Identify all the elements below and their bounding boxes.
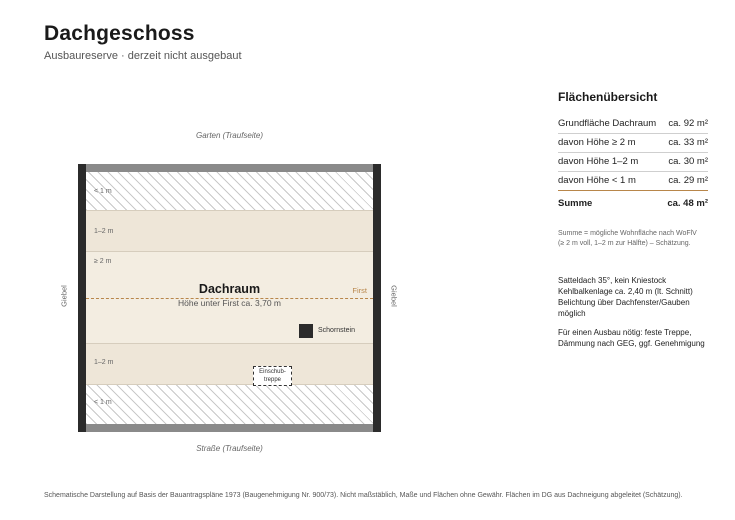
area-summary-panel: [558, 90, 708, 349]
label-bottom-side: Straße (Traufseite): [196, 444, 263, 453]
band-label: 1–2 m: [94, 228, 114, 235]
room-name: Dachraum: [198, 282, 261, 296]
page-subtitle: Ausbaureserve · derzeit nicht ausgebaut: [44, 50, 242, 62]
summary-total-label: Summe: [558, 198, 593, 209]
summary-row-label: davon Höhe < 1 m: [558, 175, 636, 186]
summary-note: [558, 229, 708, 249]
footnote: Schematische Darstellung auf Basis der Bauantragspläne 1973 (Baugenehmigung Nr. 900/73). Nicht maßstäblich, Maße und Flächen ohne Gewähr. Flächen im DG aus Dachneigung abgeleitet (Schätzung).: [44, 492, 683, 499]
eave-top: [86, 164, 373, 172]
attic-hatch: [253, 366, 292, 386]
summary-note-line: Summe = mögliche Wohnfläche nach WoFlV: [558, 230, 697, 237]
ridge-label: First: [352, 286, 367, 295]
roof-facts: [558, 275, 708, 349]
band-label: 1–2 m: [94, 359, 114, 366]
summary-row-value: ca. 29 m²: [668, 175, 708, 186]
spacer: [558, 319, 708, 327]
band-mid-top: [86, 210, 373, 251]
chimney-label: Schornstein: [318, 327, 355, 334]
attic-hatch-label-2: treppe: [263, 376, 281, 383]
summary-note-line: (≥ 2 m voll, 1–2 m zur Hälfte) – Schätzung.: [558, 240, 691, 247]
summary-row-value: ca. 92 m²: [668, 118, 708, 129]
floor-plan: [78, 164, 381, 432]
fact-line: Belichtung über Dachfenster/Gauben: [558, 298, 690, 307]
attic-hatch-label-1: Einschub-: [259, 369, 286, 375]
summary-row: [558, 115, 708, 134]
summary-row-value: ca. 33 m²: [668, 137, 708, 148]
fact-line: möglich: [558, 309, 586, 318]
band-mid-bottom: [86, 343, 373, 384]
eave-bottom: [86, 424, 373, 432]
band-low-bottom: [86, 384, 373, 424]
summary-total-row: [558, 191, 708, 213]
fact-line: Kehlbalkenlage ca. 2,40 m (lt. Schnitt): [558, 287, 693, 296]
band-low-top: [86, 172, 373, 210]
band-label: < 1 m: [94, 188, 112, 195]
band-label: ≥ 2 m: [94, 258, 112, 265]
summary-row-label: Grundfläche Dachraum: [558, 118, 657, 129]
fact-line: Dämmung nach GEG, ggf. Genehmigung: [558, 339, 705, 348]
label-left-gable: Giebel: [59, 285, 69, 307]
summary-row-value: ca. 30 m²: [668, 156, 708, 167]
label-top-side: Garten (Traufseite): [196, 131, 263, 140]
chimney-icon: [299, 324, 313, 338]
label-right-gable: Giebel: [389, 285, 399, 307]
summary-total-value: ca. 48 m²: [667, 198, 708, 209]
summary-title: Flächenübersicht: [558, 90, 658, 104]
room-height: Höhe unter First ca. 3,70 m: [178, 298, 281, 308]
band-label: < 1 m: [94, 399, 112, 406]
summary-row-label: davon Höhe ≥ 2 m: [558, 137, 636, 148]
fact-line: Für einen Ausbau nötig: feste Treppe,: [558, 328, 692, 337]
summary-row-label: davon Höhe 1–2 m: [558, 156, 639, 167]
fact-line: Satteldach 35°, kein Kniestock: [558, 276, 667, 285]
summary-row: [558, 172, 708, 191]
summary-row: [558, 134, 708, 153]
summary-row: [558, 153, 708, 172]
page-title: Dachgeschoss: [44, 22, 195, 45]
